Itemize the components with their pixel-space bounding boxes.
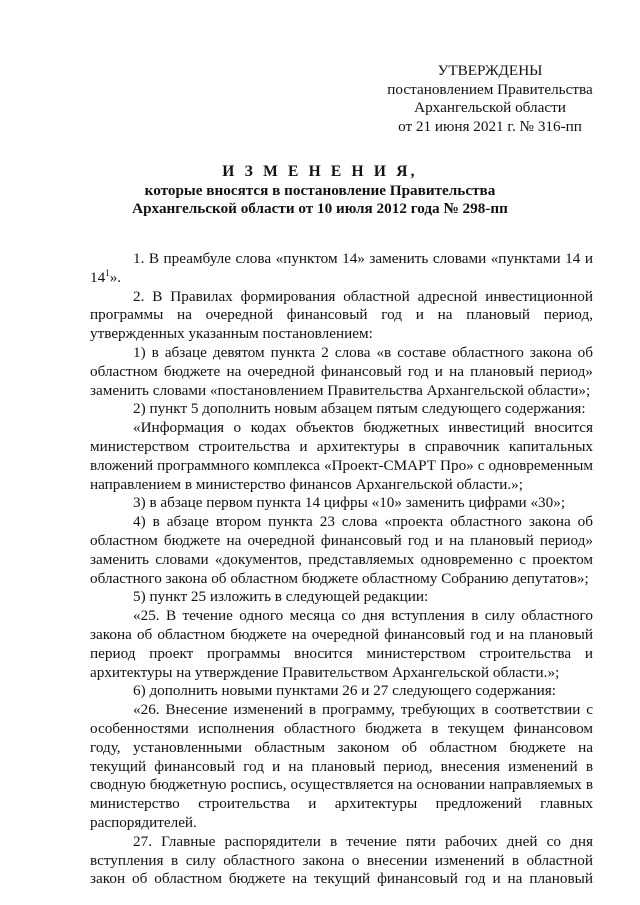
paragraph-2: 2. В Правилах формирования областной адресной инвестиционной программы на очередной финансовый год и на плановый период, утвержденных указанным постановлением:: [90, 287, 593, 343]
approval-stamp-title: УТВЕРЖДЕНЫ: [437, 62, 543, 79]
heading-subtitle-2: Архангельской области от 10 июля 2012 года № 298-пп: [132, 200, 508, 217]
paragraph-10: 6) дополнить новыми пунктами 26 и 27 следующего содержания:: [133, 682, 556, 700]
paragraph-1: 1. В преамбуле слова «пунктом 14» заменить словами «пунктами 14 и $14^1$».: [90, 250, 593, 286]
paragraph-3: 1) в абзаце девятом пункта 2 слова «в составе областного закона об областном бюджете на очередной финансовый год и на плановый период» заменить словами «постановлением Правительства Архангельской области»;: [90, 343, 593, 399]
superscript: 1: [105, 267, 110, 278]
document-heading: [40, 163, 600, 219]
approval-line-authority: постановлением Правительства: [387, 80, 593, 98]
heading-subtitle-1: которые вносятся в постановление Правительства: [144, 181, 496, 199]
paragraph-6: 3) в абзаце первом пункта 14 цифры «10» заменить цифрами «30»;: [133, 494, 566, 512]
document-body: [90, 250, 593, 889]
paragraph-4: 2) пункт 5 дополнить новым абзацем пятым следующего содержания:: [133, 400, 586, 418]
paragraph-11: «26. Внесение изменений в программу, требующих в соответствии с особенностями исполнения областного бюджета в текущем финансовом году, установленными областным законом об областном бюджете на текущий финансовый год и на плановый период, внесения изменений в сводную бюджетную роспись, осуществляется на основании направляемых в министерство строительства и архитектуры предложений главных распорядителей.: [90, 701, 593, 831]
approval-block: [370, 62, 610, 136]
paragraph-9: «25. В течение одного месяца со дня вступления в силу областного закона об областном бюджете на очередной финансовый год и на плановый период проект программы вносится министерством строительства и архитектуры на утверждение Правительством Архангельской области.»;: [90, 607, 593, 681]
approval-line-date: от 21 июня 2021 г. № 316-пп: [398, 117, 582, 135]
paragraph-8: 5) пункт 25 изложить в следующей редакции:: [133, 588, 429, 606]
paragraph-12: 27. Главные распорядители в течение пяти рабочих дней со дня вступления в силу областного закона о внесении изменений в областной закон об областном бюджете на текущий финансовый год и на плановый: [90, 832, 593, 888]
paragraph-7: 4) в абзаце втором пункта 23 слова «проекта областного закона об областном бюджете на очередной финансовый год и на плановый период» заменить словами «документов, представляемых одновременно с проектом областного закона об областном бюджете областному Собранию депутатов»;: [90, 513, 593, 587]
approval-line-region: Архангельской области: [414, 99, 566, 116]
paragraph-5: «Информация о кодах объектов бюджетных инвестиций вносится министерством строительства и архитектуры в справочник капитальных вложений программного комплекса «Проект-СМАРТ Про» с одновременным направлением в министерство финансов Архангельской области.»;: [90, 419, 593, 493]
heading-title: И З М Е Н Е Н И Я,: [222, 163, 418, 180]
